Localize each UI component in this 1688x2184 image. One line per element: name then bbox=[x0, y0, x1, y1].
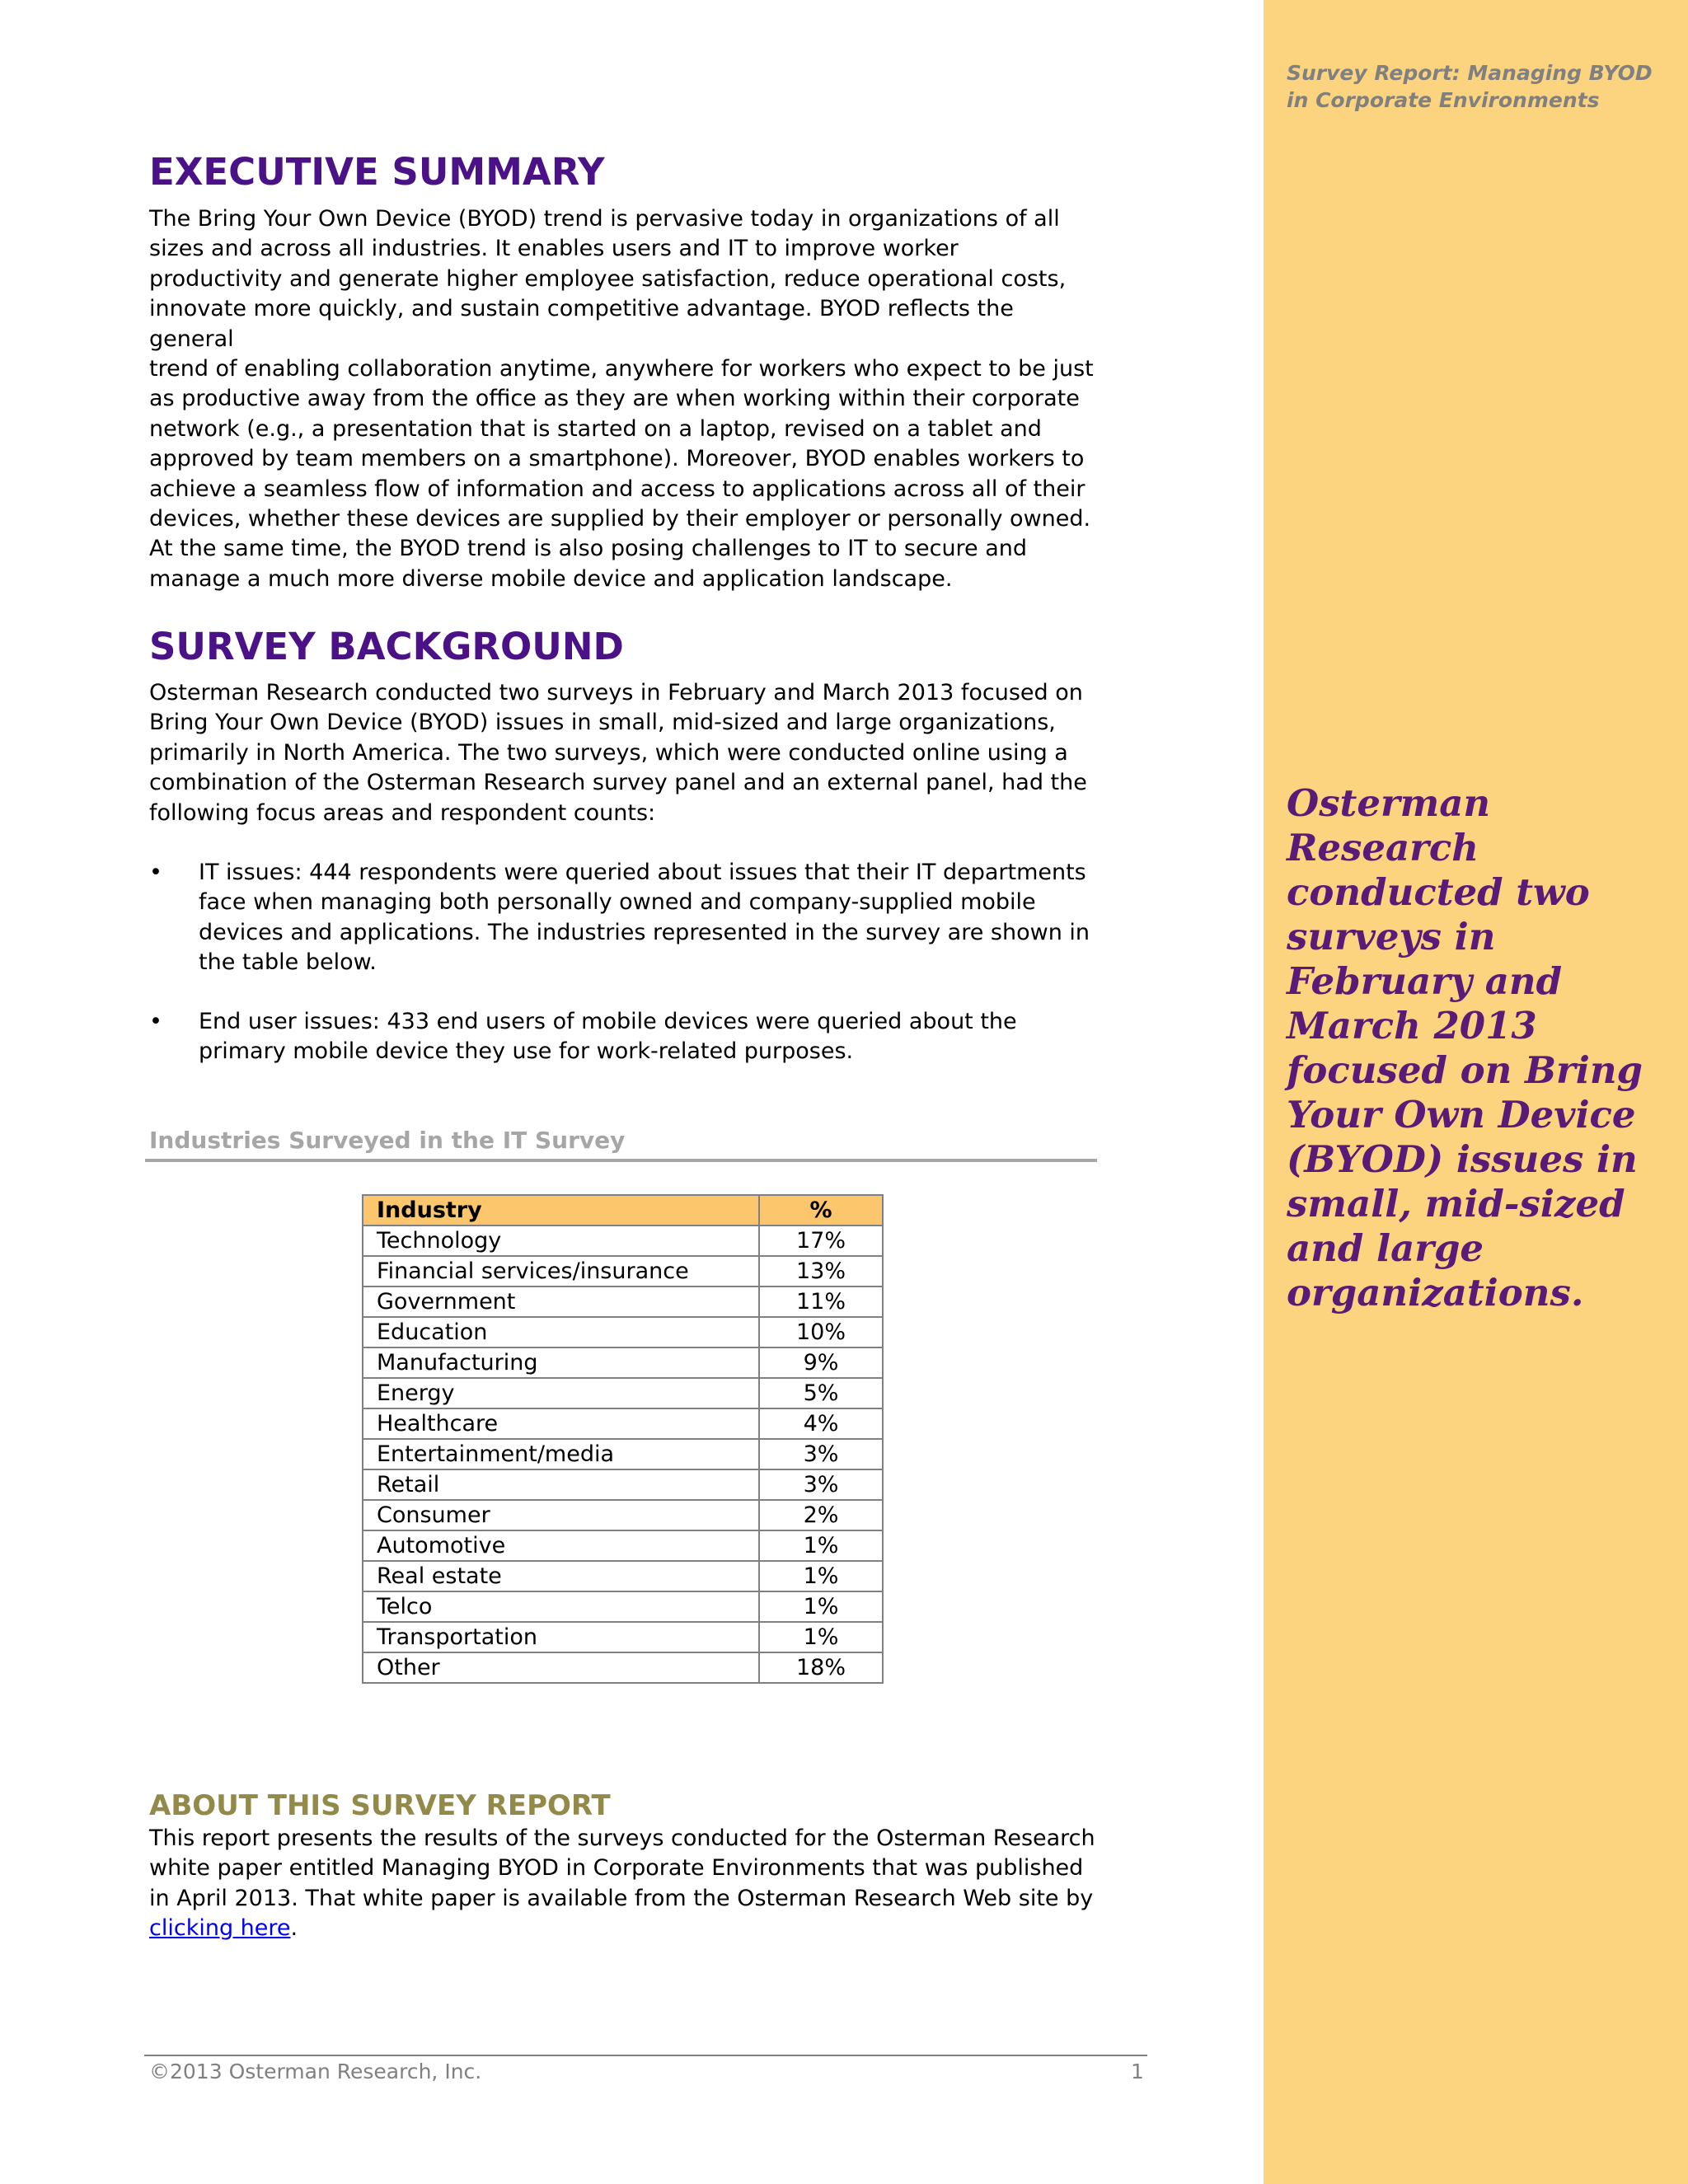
text-line: IT issues: 444 respondents were queried about issues that their IT departments bbox=[199, 860, 1086, 885]
text-line: End user issues: 433 end users of mobile devices were queried about the bbox=[199, 1009, 1017, 1034]
percent-cell: 3% bbox=[759, 1439, 883, 1469]
text-line: approved by team members on a smartphone). Moreover, BYOD enables workers to bbox=[149, 446, 1085, 472]
industry-cell: Other bbox=[363, 1652, 759, 1683]
percent-cell: 1% bbox=[759, 1561, 883, 1591]
industry-cell: Government bbox=[363, 1286, 759, 1317]
bullet-end-user-issues-text bbox=[199, 1007, 1097, 1067]
table-row bbox=[363, 1530, 883, 1561]
table-row bbox=[363, 1591, 883, 1622]
survey-background-text bbox=[149, 678, 1097, 828]
percent-cell: 18% bbox=[759, 1652, 883, 1683]
text-line: manage a much more diverse mobile device and application landscape. bbox=[149, 565, 953, 592]
text-line: innovate more quickly, and sustain competitive advantage. BYOD reflects the general bbox=[149, 296, 1014, 352]
text-line: productivity and generate higher employee satisfaction, reduce operational costs, bbox=[149, 265, 1067, 292]
bullet-dot: • bbox=[149, 860, 162, 885]
survey-background-heading: SURVEY BACKGROUND bbox=[149, 625, 624, 668]
executive-summary-text bbox=[149, 204, 1097, 594]
text-line: devices and applications. The industries represented in the survey are shown in bbox=[199, 919, 1090, 945]
footer-divider bbox=[144, 2055, 1147, 2056]
text-line: face when managing both personally owned and company-supplied mobile bbox=[199, 889, 1036, 916]
about-trailing: . bbox=[290, 1915, 298, 1942]
text-line: Osterman Research conducted two surveys in February and March 2013 focused on bbox=[149, 680, 1083, 705]
pull-quote: Osterman Research conducted two surveys in February and March 2013 focused on Bring Your Own Device (BYOD) issues in small, mid-sized and large organizations. bbox=[1287, 781, 1643, 1315]
percent-cell: 13% bbox=[759, 1256, 883, 1286]
text-line: the table below. bbox=[199, 949, 377, 976]
table-row bbox=[363, 1317, 883, 1347]
percent-cell: 2% bbox=[759, 1500, 883, 1530]
table-row bbox=[363, 1378, 883, 1408]
table-row bbox=[363, 1347, 883, 1378]
text-line: network (e.g., a presentation that is started on a laptop, revised on a tablet and bbox=[149, 415, 1042, 442]
industry-cell: Consumer bbox=[363, 1500, 759, 1530]
clicking-here-link[interactable]: clicking here bbox=[149, 1915, 291, 1942]
percent-cell: 1% bbox=[759, 1591, 883, 1622]
industry-cell: Technology bbox=[363, 1226, 759, 1256]
bullet-it-issues-text bbox=[199, 858, 1097, 978]
sidebar-header bbox=[1287, 59, 1674, 114]
industry-cell: Manufacturing bbox=[363, 1347, 759, 1378]
header-industry: Industry bbox=[363, 1195, 759, 1226]
text-line: sizes and across all industries. It enables users and IT to improve worker bbox=[149, 236, 959, 262]
text-line: At the same time, the BYOD trend is also posing challenges to IT to secure and bbox=[149, 536, 1028, 562]
text-line: following focus areas and respondent counts: bbox=[149, 799, 656, 826]
industry-cell: Education bbox=[363, 1317, 759, 1347]
industry-cell: Transportation bbox=[363, 1622, 759, 1652]
footer-page-number: 1 bbox=[1131, 2060, 1144, 2083]
executive-summary-heading: EXECUTIVE SUMMARY bbox=[149, 150, 605, 194]
text-line: as productive away from the office as they are when working within their corporate bbox=[149, 386, 1080, 412]
about-text bbox=[149, 1824, 1097, 1944]
text-line: Bring Your Own Device (BYOD) issues in small, mid-sized and large organizations, bbox=[149, 710, 1056, 736]
table-row bbox=[363, 1439, 883, 1469]
table-row bbox=[363, 1500, 883, 1530]
industry-table bbox=[362, 1194, 884, 1684]
bullet-dot: • bbox=[149, 1009, 162, 1034]
industry-cell: Financial services/insurance bbox=[363, 1256, 759, 1286]
text-line: primarily in North America. The two surveys, which were conducted online using a bbox=[149, 739, 1068, 766]
table-row bbox=[363, 1561, 883, 1591]
industry-cell: Retail bbox=[363, 1469, 759, 1500]
percent-cell: 11% bbox=[759, 1286, 883, 1317]
table-row bbox=[363, 1652, 883, 1683]
footer-copyright: ©2013 Osterman Research, Inc. bbox=[149, 2060, 482, 2083]
industry-cell: Real estate bbox=[363, 1561, 759, 1591]
table-header-row bbox=[363, 1195, 883, 1226]
table-row bbox=[363, 1226, 883, 1256]
about-heading: ABOUT THIS SURVEY REPORT bbox=[149, 1789, 611, 1822]
text-line: combination of the Osterman Research survey panel and an external panel, had the bbox=[149, 770, 1087, 796]
about-line2: white paper entitled Managing BYOD in Corporate Environments that was published bbox=[149, 1855, 1084, 1882]
text-line: achieve a seamless flow of information and access to applications across all of their bbox=[149, 476, 1085, 502]
table-row bbox=[363, 1256, 883, 1286]
text-line: primary mobile device they use for work-related purposes. bbox=[199, 1038, 854, 1065]
percent-cell: 4% bbox=[759, 1408, 883, 1439]
percent-cell: 3% bbox=[759, 1469, 883, 1500]
text-line: The Bring Your Own Device (BYOD) trend is pervasive today in organizations of all bbox=[149, 206, 1060, 232]
percent-cell: 9% bbox=[759, 1347, 883, 1378]
industry-cell: Energy bbox=[363, 1378, 759, 1408]
caption-divider bbox=[145, 1159, 1097, 1162]
sidebar-header-line2: in Corporate Environments bbox=[1287, 88, 1600, 112]
table-row bbox=[363, 1286, 883, 1317]
header-percent: % bbox=[759, 1195, 883, 1226]
sidebar bbox=[1264, 0, 1688, 2184]
table-caption: Industries Surveyed in the IT Survey bbox=[149, 1127, 626, 1154]
industry-cell: Entertainment/media bbox=[363, 1439, 759, 1469]
industry-cell: Telco bbox=[363, 1591, 759, 1622]
industry-cell: Automotive bbox=[363, 1530, 759, 1561]
industry-cell: Healthcare bbox=[363, 1408, 759, 1439]
table-row bbox=[363, 1469, 883, 1500]
text-line: trend of enabling collaboration anytime, anywhere for workers who expect to be just bbox=[149, 356, 1094, 382]
about-line3: in April 2013. That white paper is available from the Osterman Research Web site by bbox=[149, 1885, 1094, 1911]
about-line1: This report presents the results of the surveys conducted for the Osterman Research bbox=[149, 1825, 1095, 1851]
table-row bbox=[363, 1408, 883, 1439]
percent-cell: 1% bbox=[759, 1622, 883, 1652]
text-line: devices, whether these devices are supplied by their employer or personally owned. bbox=[149, 506, 1091, 532]
percent-cell: 10% bbox=[759, 1317, 883, 1347]
sidebar-header-line1: Survey Report: Managing BYOD bbox=[1287, 61, 1653, 85]
table-row bbox=[363, 1622, 883, 1652]
percent-cell: 17% bbox=[759, 1226, 883, 1256]
percent-cell: 1% bbox=[759, 1530, 883, 1561]
percent-cell: 5% bbox=[759, 1378, 883, 1408]
